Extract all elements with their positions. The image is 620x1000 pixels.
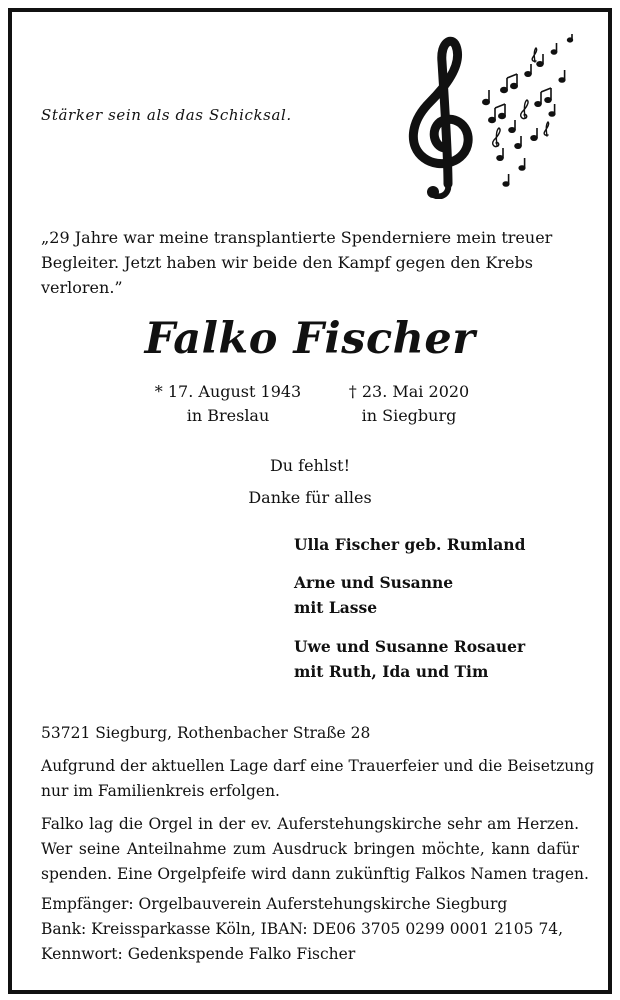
quote-line: verloren.” [41, 278, 123, 297]
quote-block [41, 225, 561, 300]
notice-line: nur im Familienkreis erfolgen. [41, 782, 280, 800]
death-info [330, 380, 488, 428]
quote-line: Begleiter. Jetzt haben wir beide den Kampf gegen den Krebs [41, 253, 533, 272]
notice-block [41, 754, 595, 804]
bank-details-block [41, 892, 579, 967]
quote-line: „29 Jahre war meine transplantierte Spenderniere mein treuer [41, 228, 553, 247]
donation-line: Wer seine Anteilnahme zum Ausdruck bringen möchte, kann dafür [41, 840, 579, 858]
donation-line: spenden. Eine Orgelpfeife wird dann zukünftig Falkos Namen tragen. [41, 865, 589, 883]
address-line [41, 721, 579, 746]
bank-iban: Bank: Kreissparkasse Köln, IBAN: DE06 3705 0299 0001 2105 74, [41, 920, 564, 938]
death-date: † 23. Mai 2020 [348, 382, 470, 401]
donation-request-block [41, 812, 589, 887]
mourner-name: mit Lasse [294, 598, 378, 617]
mourner-group [294, 634, 525, 684]
donation-line: Falko lag die Orgel in der ev. Auferstehungskirche sehr am Herzen. [41, 815, 579, 833]
address-text: 53721 Siegburg, Rothenbacher Straße 28 [41, 724, 371, 742]
birth-info [150, 380, 306, 428]
mourner-group [294, 570, 453, 620]
bank-recipient: Empfänger: Orgelbauverein Auferstehungskirche Siegburg [41, 895, 508, 913]
farewell-line: Danke für alles [248, 488, 372, 507]
birth-date: * 17. August 1943 [154, 382, 302, 401]
treble-clef-with-music-notes-icon [400, 34, 590, 199]
motto-text: Stärker sein als das Schicksal. [41, 106, 292, 124]
notice-line: Aufgrund der aktuellen Lage darf eine Trauerfeier und die Beisetzung [41, 757, 595, 775]
birth-place: in Breslau [186, 406, 270, 425]
deceased-name: Falko Fischer [144, 314, 476, 364]
farewell-line: Du fehlst! [269, 456, 351, 475]
mourner-name: mit Ruth, Ida und Tim [294, 662, 489, 681]
mourner-name: Ulla Fischer geb. Rumland [294, 535, 526, 554]
mourner-group [294, 532, 525, 557]
death-place: in Siegburg [361, 406, 457, 425]
mourner-name: Uwe und Susanne Rosauer [294, 637, 526, 656]
mourner-name: Arne und Susanne [294, 573, 454, 592]
bank-reference: Kennwort: Gedenkspende Falko Fischer [41, 945, 356, 963]
